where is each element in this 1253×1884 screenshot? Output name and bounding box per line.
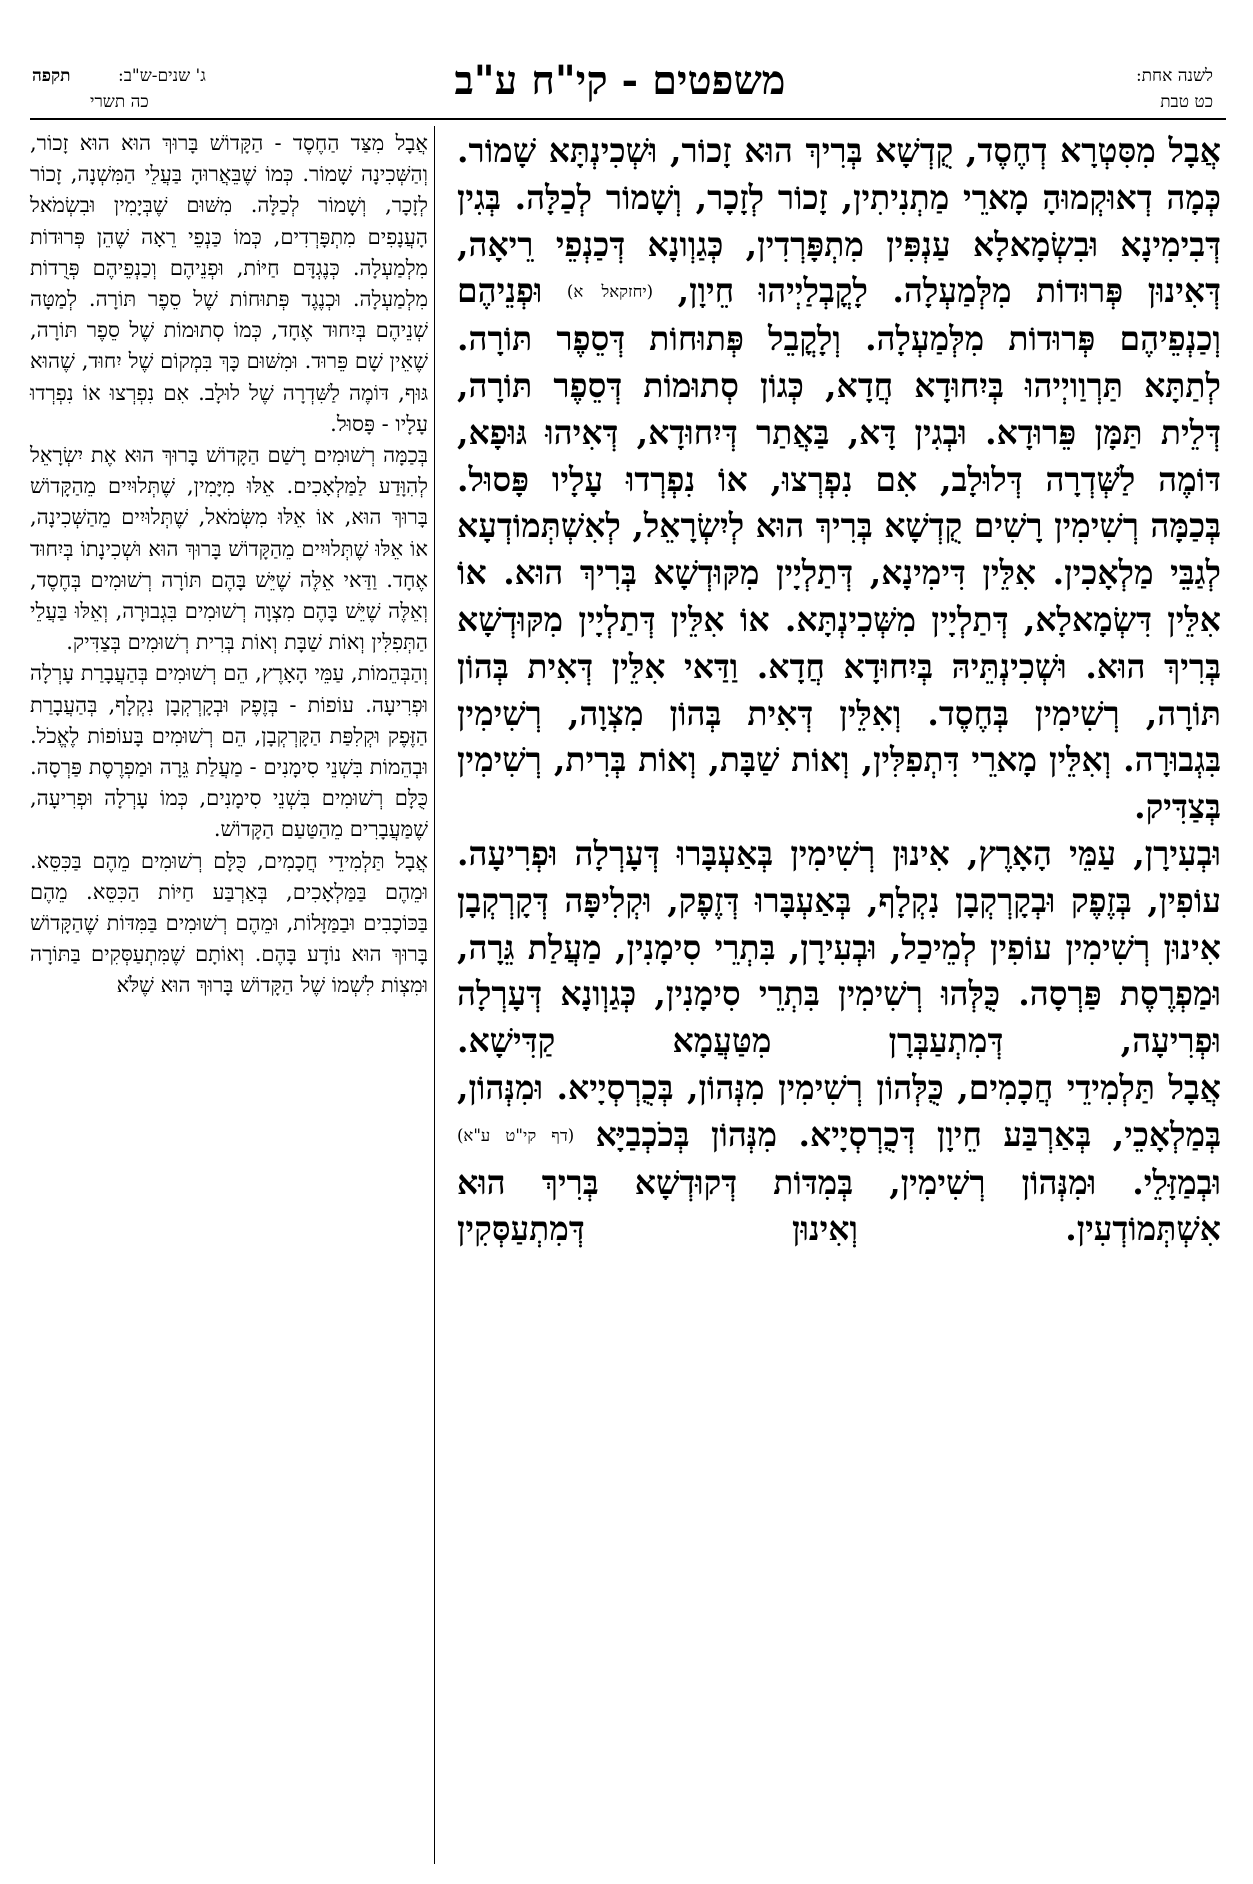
page-title: משפטים - קי"ח ע"ב bbox=[454, 57, 786, 104]
commentary-paragraph-3: וְהַבְּהֵמוֹת, עַמֵּי הָאָרֶץ, הֵם רְשׁוּמִים בְּהַעֲבָרַת עָרְלָה וּפְרִיעָה. עוֹפוֹת - בְּזֶפֶק וּבְקָרְקְבָן נִקְלָף, בְּהַעֲבָרַת הַזֶּפֶק וּקְלִפַּת הַקָּרְקְבָן, הֵם רְשׁוּמִים בָּעוֹפוֹת לֶאֱכֹל. וּבְהֵמוֹת בִּשְׁנֵי סִימָנִים - מַעֲלַת גֵּרָה וּמַפְרֶסֶת פַּרְסָה. כֻּלָּם רְשׁוּמִים בִּשְׁנֵי סִימָנִים, כְּמוֹ עָרְלָה וּפְרִיעָה, שֶׁמַּעֲבָרִים מֵהַטַּעַם הַקָּדוֹשׁ. bbox=[30, 661, 428, 842]
main-paragraph-4 bbox=[457, 1065, 1221, 1253]
column-divider bbox=[434, 126, 435, 1864]
header-left-label: תקפה bbox=[32, 66, 71, 86]
header-right-bottom: כט טבת bbox=[1160, 92, 1213, 112]
main-p4-ref: (דף קי"ט ע"א) bbox=[457, 1125, 575, 1145]
main-text-column bbox=[457, 128, 1221, 1253]
main-p1-ref: (יחזקאל א) bbox=[566, 282, 654, 302]
header-left-bottom: כה תשרי bbox=[90, 92, 149, 112]
header-right-top: לשנה אחת: bbox=[1135, 66, 1213, 86]
commentary-column bbox=[30, 128, 428, 1002]
commentary-paragraph-4: אֲבָל תַּלְמִידֵי חֲכָמִים, כֻּלָּם רְשׁוּמִים מֵהֶם בַּכִּסֵּא. וּמֵהֶם בַּמַּלְאָכִים, בְּאַרְבַּע חַיּוֹת הַכִּסֵּא. מֵהֶם בַּכּוֹכָבִים וּבַמַּזָּלוֹת, וּמֵהֶם רְשׁוּמִים בַּמִּדּוֹת שֶׁהַקָּדוֹשׁ בָּרוּךְ הוּא נוֹדָע בָּהֶם. וְאוֹתָם שֶׁמִּתְעַסְּקִים בַּתּוֹרָה וּמִצְוֹת לִשְׁמוֹ שֶׁל הַקָּדוֹשׁ בָּרוּךְ הוּא שֶׁלֹּא bbox=[30, 848, 428, 998]
main-p4b-text: וּבְמַזָּלֵי. וּמִנְּהוֹן רְשִׁימִין, בְּמִדּוֹת דְּקוּדְשָׁא בְּרִיךְ הוּא אִשְׁתְּמוֹדְעִין. וְאִינוּן דְּמִתְעַסְּקִין bbox=[457, 1162, 1221, 1249]
main-paragraph-1 bbox=[457, 128, 1221, 503]
commentary-paragraph-1: אֲבָל מִצַּד הַחֶסֶד - הַקָּדוֹשׁ בָּרוּךְ הוּא הוּא זָכוֹר, וְהַשְּׁכִינָה שָׁמוֹר. כְּמוֹ שֶׁבֵּאֲרוּהָ בַּעֲלֵי הַמִּשְׁנָה, זָכוֹר לְזָכָר, וְשָׁמוֹר לְכַלָּה. מִשּׁוּם שֶׁבְּיָמִין וּבִשְׂמֹאל הָעֲנָפִים מִתְפָּרְדִים, כְּמוֹ כַּנְפֵי רֵאָה שֶׁהֵן פְּרוּדוֹת מִלְמַעְלָה. כְּנֶגְדָּם חַיּוֹת, וּפְנֵיהֶם וְכַנְפֵיהֶם פְּרֻדוֹת מִלְמַעְלָה. וּכְנֶגֶד פְּתוּחוֹת שֶׁל סֵפֶר תּוֹרָה. לְמַטָּה שְׁנֵיהֶם בְּיִחוּד אֶחָד, כְּמוֹ סְתוּמוֹת שֶׁל סֵפֶר תּוֹרָה, שֶׁאֵין שָׁם פֵּרוּד. וּמִשּׁוּם כָּךְ בִּמְקוֹם שֶׁל יִחוּד, שֶׁהוּא גּוּף, דּוֹמֶה לַשִּׁדְרָה שֶׁל לוּלָב. אִם נִפְרְצוּ אוֹ נִפְרְדוּ עָלָיו - פָּסוּל. bbox=[30, 131, 428, 436]
main-p1-text: אֲבָל מִסִּטְרָא דְחֶסֶד, קֻדְשָׁא בְּרִיךְ הוּא זָכוֹר, וּשְׁכִינְתָּא שָׁמוֹר. כְּמָה דְאוּקְמוּהָ מָארֵי מַתְנִיתִין, זָכוֹר לְזָכָר, וְשָׁמוֹר לְכַלָּה. בְּגִין דְּבִימִינָא וּבִשְׂמָאלָא עַנְפִּין מִתְפָּרְדִין, כְּגַוְונָא דְּכַנְפֵי רֵיאָה, דְּאִינוּן פְּרוּדוֹת מִלְּמַעְלָה. לָקֳבְלַיְיהוּ חֵיוָן, bbox=[457, 131, 1221, 311]
commentary-paragraph-2: בְּכַמָּה רְשׁוּמִים רָשַׁם הַקָּדוֹשׁ בָּרוּךְ הוּא אֶת יִשְׂרָאֵל לְהִוָּדַע לַמַּלְאָכִים. אֵלּוּ מִיָּמִין, שֶׁתְּלוּיִים מֵהַקָּדוֹשׁ בָּרוּךְ הוּא, אוֹ אֵלּוּ מִשְּׂמֹאל, שֶׁתְּלוּיִים מֵהַשְּׁכִינָה, אוֹ אֵלּוּ שֶׁתְּלוּיִים מֵהַקָּדוֹשׁ בָּרוּךְ הוּא וּשְׁכִינָתוֹ בְּיִחוּד אֶחָד. וַדַּאי אֵלֶּה שֶׁיֵּשׁ בָּהֶם תּוֹרָה רְשׁוּמִים בְּחֶסֶד, וְאֵלֶּה שֶׁיֵּשׁ בָּהֶם מִצְוָה רְשׁוּמִים בִּגְבוּרָה, וְאֵלּוּ בַּעֲלֵי הַתְּפִלִּין וְאוֹת שַׁבָּת וְאוֹת בְּרִית רְשׁוּמִים בְּצַדִּיק. bbox=[30, 443, 428, 655]
header-left-range: ג' שנים-ש"ב: bbox=[118, 66, 206, 86]
main-p1b-text: וּפְנֵיהֶם וְכַנְפֵיהֶם פְּרוּדוֹת מִלְּמַעְלָה. וְלָקֳבֵל פְּתוּחוֹת דְּסֵפֶר תּוֹרָה. לְתַתָּא תַּרְוַויְיהוּ בְּיִחוּדָא חֲדָא, כְּגוֹן סְתוּמוֹת דְּסֵפֶר תּוֹרָה, דְּלֵית תַּמָּן פֵּרוּדָא. וּבְגִין דָּא, בַּאֲתַר דְּיִחוּדָא, דְּאִיהוּ גּוּפָא, דּוֹמֶה לַשְּׁדְרָה דְּלוּלָב, אִם נִפְרְצוּ, אוֹ נִפְרְדוּ עָלָיו פָּסוּל. bbox=[457, 271, 1221, 499]
main-paragraph-2: בְּכַמָּה רְשִׁימִין רָשִׁים קֻדְשָׁא בְּרִיךְ הוּא לְיִשְׂרָאֵל, לְאִשְׁתְּמוֹדְעָא לְגַבֵּי מַלְאָכִין. אִלֵּין דִּימִינָא, דְּתַלְיָין מִקּוּדְשָׁא בְּרִיךְ הוּא. אוֹ אִלֵּין דִּשְׂמָאלָא, דְּתַלְיָין מִשְּׁכִינְתָּא. אוֹ אִלֵּין דְּתַלְיָין מִקּוּדְשָׁא בְּרִיךְ הוּא. וּשְׁכִינְתֵּיהּ בְּיִחוּדָא חֲדָא. וַדַּאי אִלֵּין דְּאִית בְּהוֹן תּוֹרָה, רְשִׁימִין בְּחֶסֶד. וְאִלֵּין דְּאִית בְּהוֹן מִצְוָה, רְשִׁימִין בִּגְבוּרָה. וְאִלֵּין מָארֵי דִּתְפִלִּין, וְאוֹת שַׁבָּת, וְאוֹת בְּרִית, רְשִׁימִין בְּצַדִּיק. bbox=[457, 506, 1221, 827]
main-p4-text: אֲבָל תַּלְמִידֵי חֲכָמִים, כֻּלְּהוֹן רְשִׁימִין מִנְּהוֹן, בְּכֻרְסְיָיא. וּמִנְּהוֹן, בְּמַלְאָכֵי, בְּאַרְבַּע חֵיוָן דְּכֻרְסְיָיא. מִנְּהוֹן בְּכֹכְבַיָּא bbox=[457, 1068, 1221, 1154]
header-rule bbox=[30, 118, 1226, 120]
main-paragraph-3: וּבְעִירָן, עַמֵּי הָאָרֶץ, אִינוּן רְשִׁימִין בְּאַעְבָּרוּ דְּעָרְלָה וּפְרִיעָה. עוֹפִין, בְּזֶפֶק וּבְקָרְקְבָן נִקְלָף, בְּאַעְבָּרוּ דְּזֶפֶק, וּקְלִיפָּה דְּקָרְקְבָן אִינוּן רְשִׁימִין עוֹפִין לְמֵיכַל, וּבְעִירָן, בִּתְרֵי סִימָנִין, מַעֲלַת גֵּרָה, וּמַפְרֶסֶת פַּרְסָה. כֻּלְּהוּ רְשִׁימִין בִּתְרֵי סִימָנִין, כְּגַוְונָא דְּעָרְלָה וּפְרִיעָה, דְּמִתְעַבְּרָן מִטַּעֲמָא קַדִּישָׁא. bbox=[457, 834, 1221, 1061]
